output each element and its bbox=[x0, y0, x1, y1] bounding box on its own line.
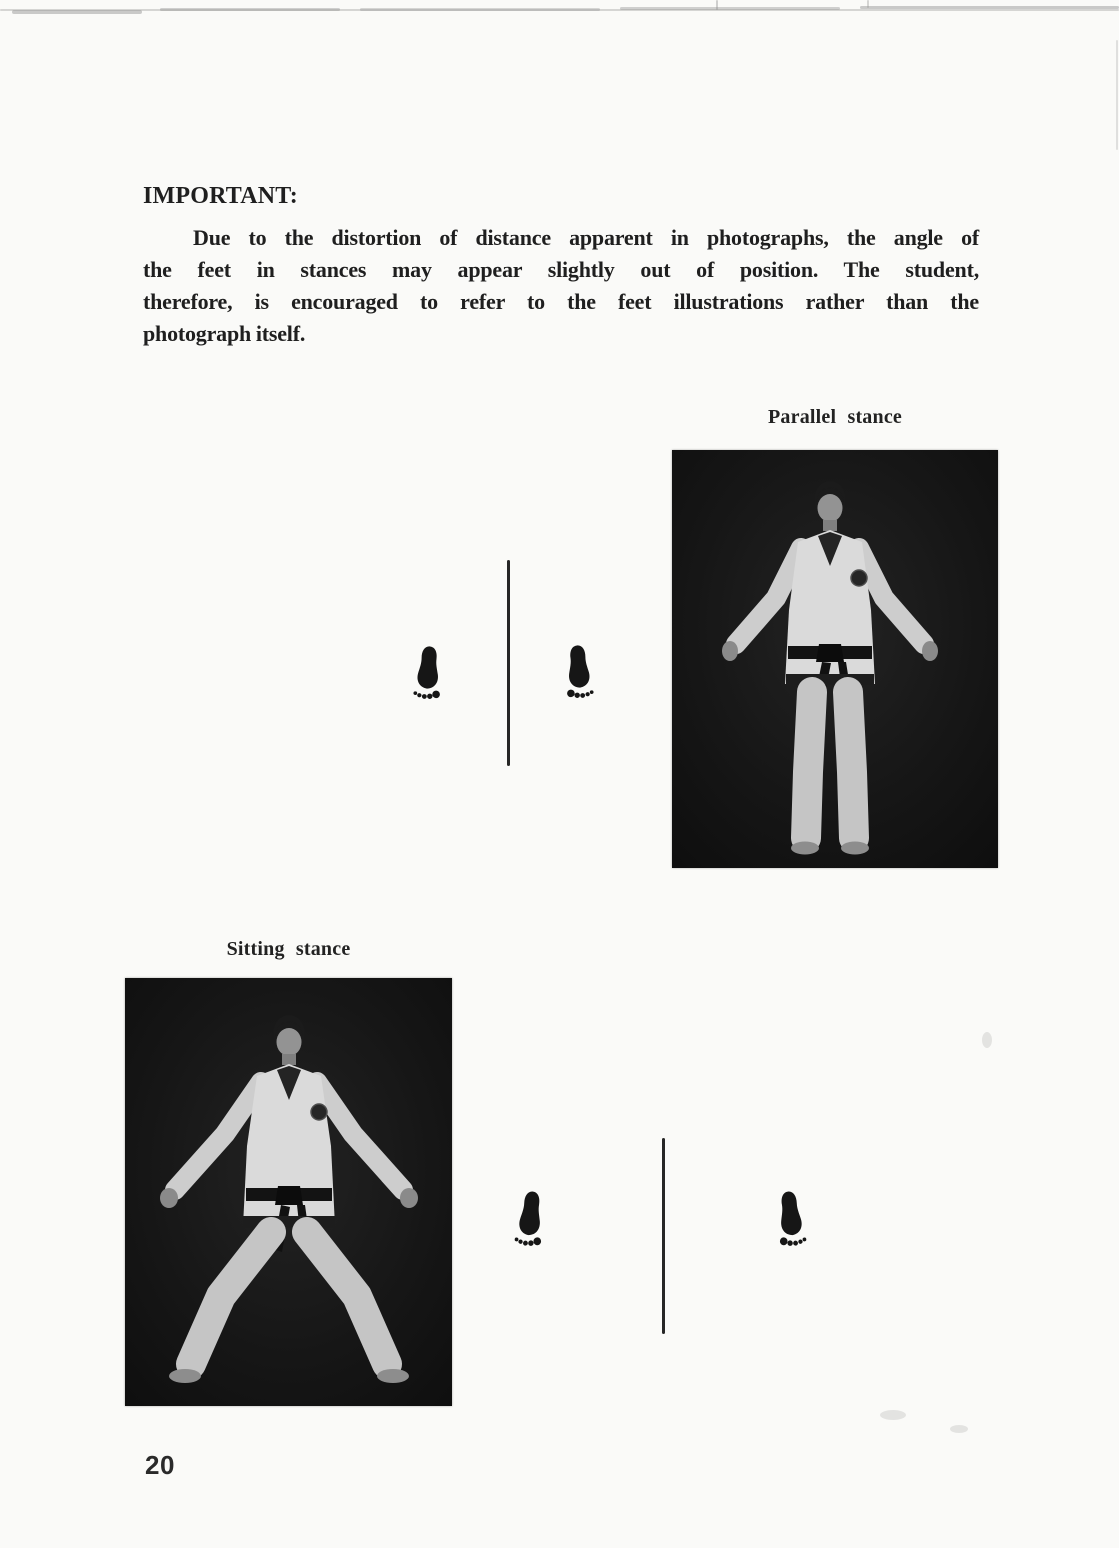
sitting-diagram-center-line bbox=[662, 1138, 665, 1334]
scan-artifact-top-edge bbox=[0, 0, 1119, 20]
sitting-stance-label: Sitting stance bbox=[226, 938, 351, 960]
page-number: 20 bbox=[145, 1450, 175, 1480]
parallel-left-footprint-icon bbox=[412, 644, 444, 703]
body-paragraph bbox=[143, 222, 979, 350]
martial-artist-sitting-figure bbox=[125, 978, 452, 1406]
parallel-stance-photo bbox=[672, 450, 998, 868]
paper-smudge bbox=[880, 1410, 906, 1420]
important-heading: IMPORTANT: bbox=[143, 183, 298, 209]
scan-artifact-right-edge bbox=[1116, 40, 1118, 150]
parallel-diagram-center-line bbox=[507, 560, 510, 766]
paragraph-line: the feet in stances may appear slightly out of position. The student, bbox=[143, 257, 979, 282]
sitting-right-footprint-icon bbox=[774, 1189, 808, 1251]
paragraph-line: therefore, is encouraged to refer to the feet illustrations rather than the bbox=[143, 289, 979, 314]
martial-artist-parallel-figure bbox=[672, 450, 998, 868]
parallel-stance-label: Parallel stance bbox=[768, 406, 902, 428]
sitting-left-footprint-icon bbox=[513, 1189, 547, 1251]
sitting-stance-photo bbox=[125, 978, 452, 1406]
paragraph-line: photograph itself. bbox=[143, 321, 306, 346]
parallel-right-footprint-icon bbox=[563, 643, 595, 702]
paper-smudge bbox=[982, 1032, 992, 1048]
paper-smudge bbox=[950, 1425, 968, 1433]
paragraph-line: Due to the distortion of distance apparent in photographs, the angle of bbox=[193, 225, 979, 250]
